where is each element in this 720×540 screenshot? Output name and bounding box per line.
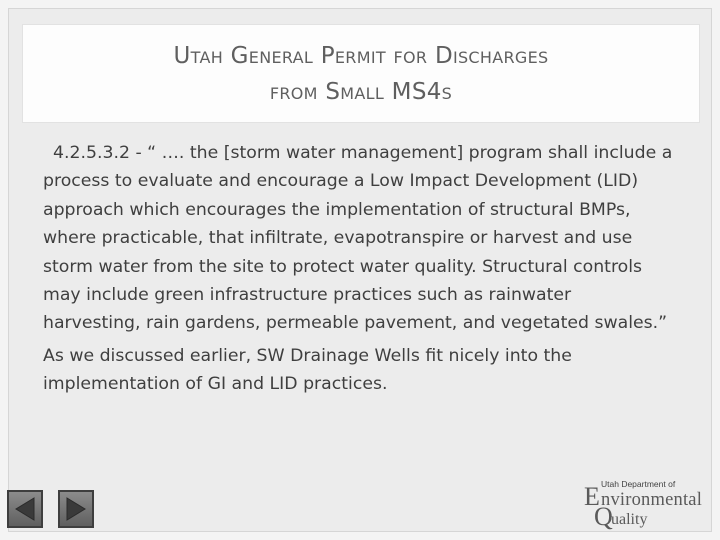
triangle-right-icon [64,496,88,522]
logo-quality-initial: Q [594,502,613,531]
triangle-left-icon [13,496,37,522]
logo-env-rest: nvironmental [601,490,703,510]
title-text-2: from Small MS4s [269,78,453,105]
title-text-1: Utah General Permit for Discharges [173,42,549,69]
logo-env-initial: E [584,482,600,511]
logo-quality-rest: uality [611,511,648,528]
title-line-1 [174,38,549,74]
logo-department: Utah Department of [601,479,676,489]
slide-body [43,139,673,399]
body-paragraph-quote: 4.2.5.3.2 - “ …. the [storm water management] program shall include a process to evaluate and encourage a Low Impact Development (LID) approach which encourages the implementation of structural BMPs, where practicable, that infiltrate, evapotranspire or harvest and use storm water from the site to protect water quality. Structural controls may include green infrastructure practices such as rainwater harvesting, rain gardens, permeable pavement, and vegetated swales.” [43,143,673,334]
next-slide-button[interactable] [58,490,94,528]
title-line-2 [270,74,452,110]
slide-title [22,24,700,123]
body-paragraph-note: As we discussed earlier, SW Drainage Wells fit nicely into the implementation of GI and LID practices. [43,345,572,395]
deq-logo [584,479,714,531]
previous-slide-button[interactable] [7,490,43,528]
